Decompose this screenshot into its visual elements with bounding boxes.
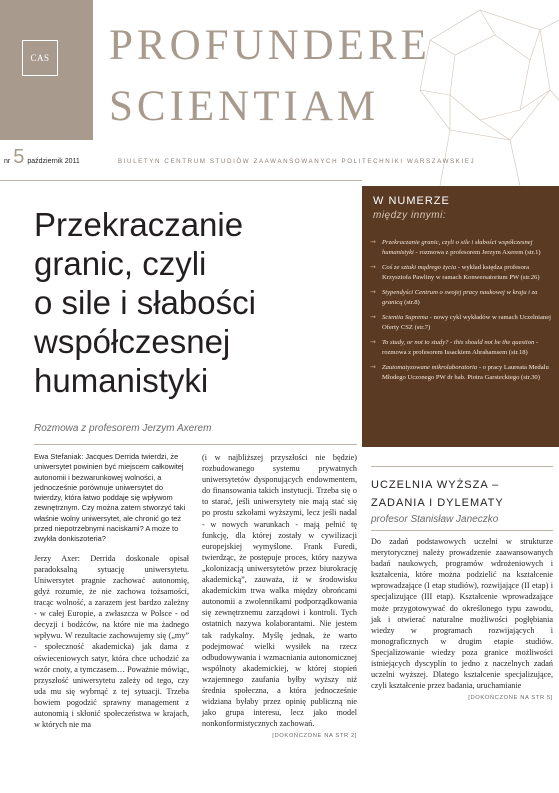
masthead-title-line2: SCIENTIAM — [109, 83, 380, 130]
article-paragraph: (i w najbliższej przyszłości nie będzie) rozbudowanego systemu prywatnych uniwersytetów dysponujących endowmentem, do finansowania takich instytucji. Trzeba się o to starać, jeśli uniwersytety nie mają stać się po prostu szkołami wyższymi, lecz jeśli nadal - w nowych warunkach - mają pełnić tę funkcję, dla której zostały w cywilizacji europejskiej wymyślone. Frank Furedi, twierdząc, że postępuje proces, który nazywa „kolonizacją uniwersytetów przez biurokrację akademicką”, zauważa, iż w środowisku akademickim trwa walka między obrońcami autonomii a zwolennikami podporządkowania się zewnętrznemu zarządowi i kontroli. Tych ostatnich nazywa kolaborantami. Nie jestem tak radykalny. Myślę jednak, że warto podejmować wielki wysiłek na rzecz odbudowywania i wzmacniania autonomicznej wspólnoty akademickiej, w której stopień wzajemnego zaufania byłby wyższy niż średnia społeczna, a która jednocześnie widziana byłaby przez opinię publiczną nie jako grupa interesu, lecz jako model nonkonformistycznych zachowań. — [202, 453, 357, 729]
issue-list-item[interactable]: → Scientia Suprema - nowy cykl wykładów w ramach Uczelnianej Oferty CSZ (str.7) — [370, 313, 551, 331]
masthead-divider — [0, 180, 362, 181]
cas-logo — [22, 40, 58, 76]
article-headline — [34, 206, 334, 401]
arrow-right-icon: → — [370, 288, 376, 296]
headline-line: granic, czyli — [34, 244, 207, 282]
article-paragraph: Jerzy Axer: Derrida doskonale opisał paradoksalną sytuację uniwersytetu. Uniwersytet pragnie zachować autonomię, gdyż rozumie, że nie zachowa tożsamości, tracąc wolność, a zarazem jest bardzo zależny - w całej Europie, a zwłaszcza w Polsce - od decyzji i bodźców, na które nie ma żadnego wpływu. W rezultacie zachowujemy się („my” - społeczność akademicka) jak dama z oświeceniowych satyr, która chce uchodzić za wzór cnoty, a tymczasem… Poważnie mówiąc, przyszłość uniwersytetu zależy od tego, czy uda mu się wybrnąć z tej sytuacji. Trzeba bowiem pogodzić sprawny management z autonomią i skłonić społeczeństwa w krajach, w których nie ma — [34, 553, 189, 730]
article-paragraph: Do zadań podstawowych uczelni w strukturze merytorycznej należy prowadzenie zaawansowanych badań naukowych, programów wdrożeniowych i kształcenia, które można podzielić na kształcenie wprowadzające (I etap studiów), rozwijające (II etap) i specjalizujące (III etap). Kształcenie wprowadzające może przygotowywać do określonego typu zawodu, jak i otwierać naturalne możliwości pogłębiania wiedzy w programach rozwijających i monograficznych w drugim etapie studiów. Specjalizowanie wiedzy poza granice możliwości istniejących dyscyplin to jedno z naczelnych zadań uczelni wyższej. Dlatego kształcenie specjalizujące, czyli kształcenie przez badania, uruchamianie — [371, 537, 553, 691]
issue-prefix: nr — [4, 158, 11, 165]
arrow-right-icon: → — [370, 313, 376, 321]
issue-number: 5 — [13, 146, 25, 168]
headline-line: Przekraczanie — [34, 206, 244, 243]
interview-byline: Rozmowa z profesorem Jerzym Axerem — [34, 423, 212, 434]
headline-line: humanistyki — [34, 361, 209, 399]
issue-date: październik 2011 — [27, 158, 80, 165]
article-column-middle — [202, 452, 357, 742]
right-article-author: profesor Stanisław Janeczko — [371, 514, 499, 525]
arrow-right-icon: → — [370, 238, 376, 246]
issue-info — [4, 147, 80, 167]
arrow-right-icon: → — [370, 263, 376, 271]
arrow-right-icon: → — [370, 363, 376, 371]
issue-list-item[interactable]: → Coś ze sztuki mądrego życia - wykład księdza profesora Krzysztofa Pawliny w ramach Konwersatorium PW (str.26) — [370, 263, 540, 281]
masthead-subtitle: BIULETYN CENTRUM STUDIÓW ZAAWANSOWANYCH POLITECHNIKI WARSZAWSKIEJ — [118, 158, 476, 165]
right-article-column — [371, 536, 553, 704]
in-this-issue-subtitle: między innymi: — [373, 210, 447, 221]
continued-link[interactable]: [DOKOŃCZONE NA STR 5] — [468, 695, 553, 702]
headline-line: współczesnej — [34, 322, 231, 360]
in-this-issue-title: W NUMERZE — [373, 195, 450, 207]
in-this-issue-list — [370, 238, 553, 388]
masthead-title-line1: PROFUNDERE — [109, 22, 431, 69]
article-column-left — [34, 452, 189, 730]
byline-divider — [34, 444, 357, 445]
issue-list-item[interactable]: → To study, or not to study? - this should not be the question - rozmowa z profesorem Issackiem Abrahamsem (str.18) — [370, 338, 539, 356]
arrow-right-icon: → — [370, 338, 376, 346]
right-article-divider — [371, 530, 553, 531]
interview-question: Ewa Stefaniak: Jacques Derrida twierdzi, że uniwersytet powinien być miejscem całkowitej autonomii i bezwarunkowej wolności, a jednocześnie porównuje uniwersytet do twierdzy, która łatwo poddaje się wpływom zewnętrznym. Czy można zatem stworzyć taki właśnie wolny uniwersytet, ale chronić go też przed niepotrzebnymi naciskami? A może to zwykła donkiszoteria? — [34, 452, 186, 544]
headline-line: o sile i słabości — [34, 283, 256, 321]
issue-list-item[interactable]: → Przekraczanie granic, czyli o sile i słabości współczesnej humanistyki - rozmowa z profesorem Jerzym Axerem (str.1) — [370, 238, 541, 256]
issue-list-item[interactable]: → Stypendyści Centrum o swojej pracy naukowej w kraju i za granicą (str.8) — [370, 288, 538, 306]
right-article-divider-top — [371, 466, 553, 467]
right-article-title: UCZELNIA WYŻSZA – ZADANIA I DYLEMATY — [371, 479, 504, 509]
cas-logo-text: CAS — [30, 53, 50, 63]
issue-list-item[interactable]: → Zautomatyzowane mikrolaboratoria - o pracy Laureata Medalu Młodego Uczonego PW dr hab. Piotra Garsteckiego (str.30) — [370, 363, 549, 381]
continued-link[interactable]: [DOKOŃCZONE NA STR 2] — [272, 733, 357, 740]
